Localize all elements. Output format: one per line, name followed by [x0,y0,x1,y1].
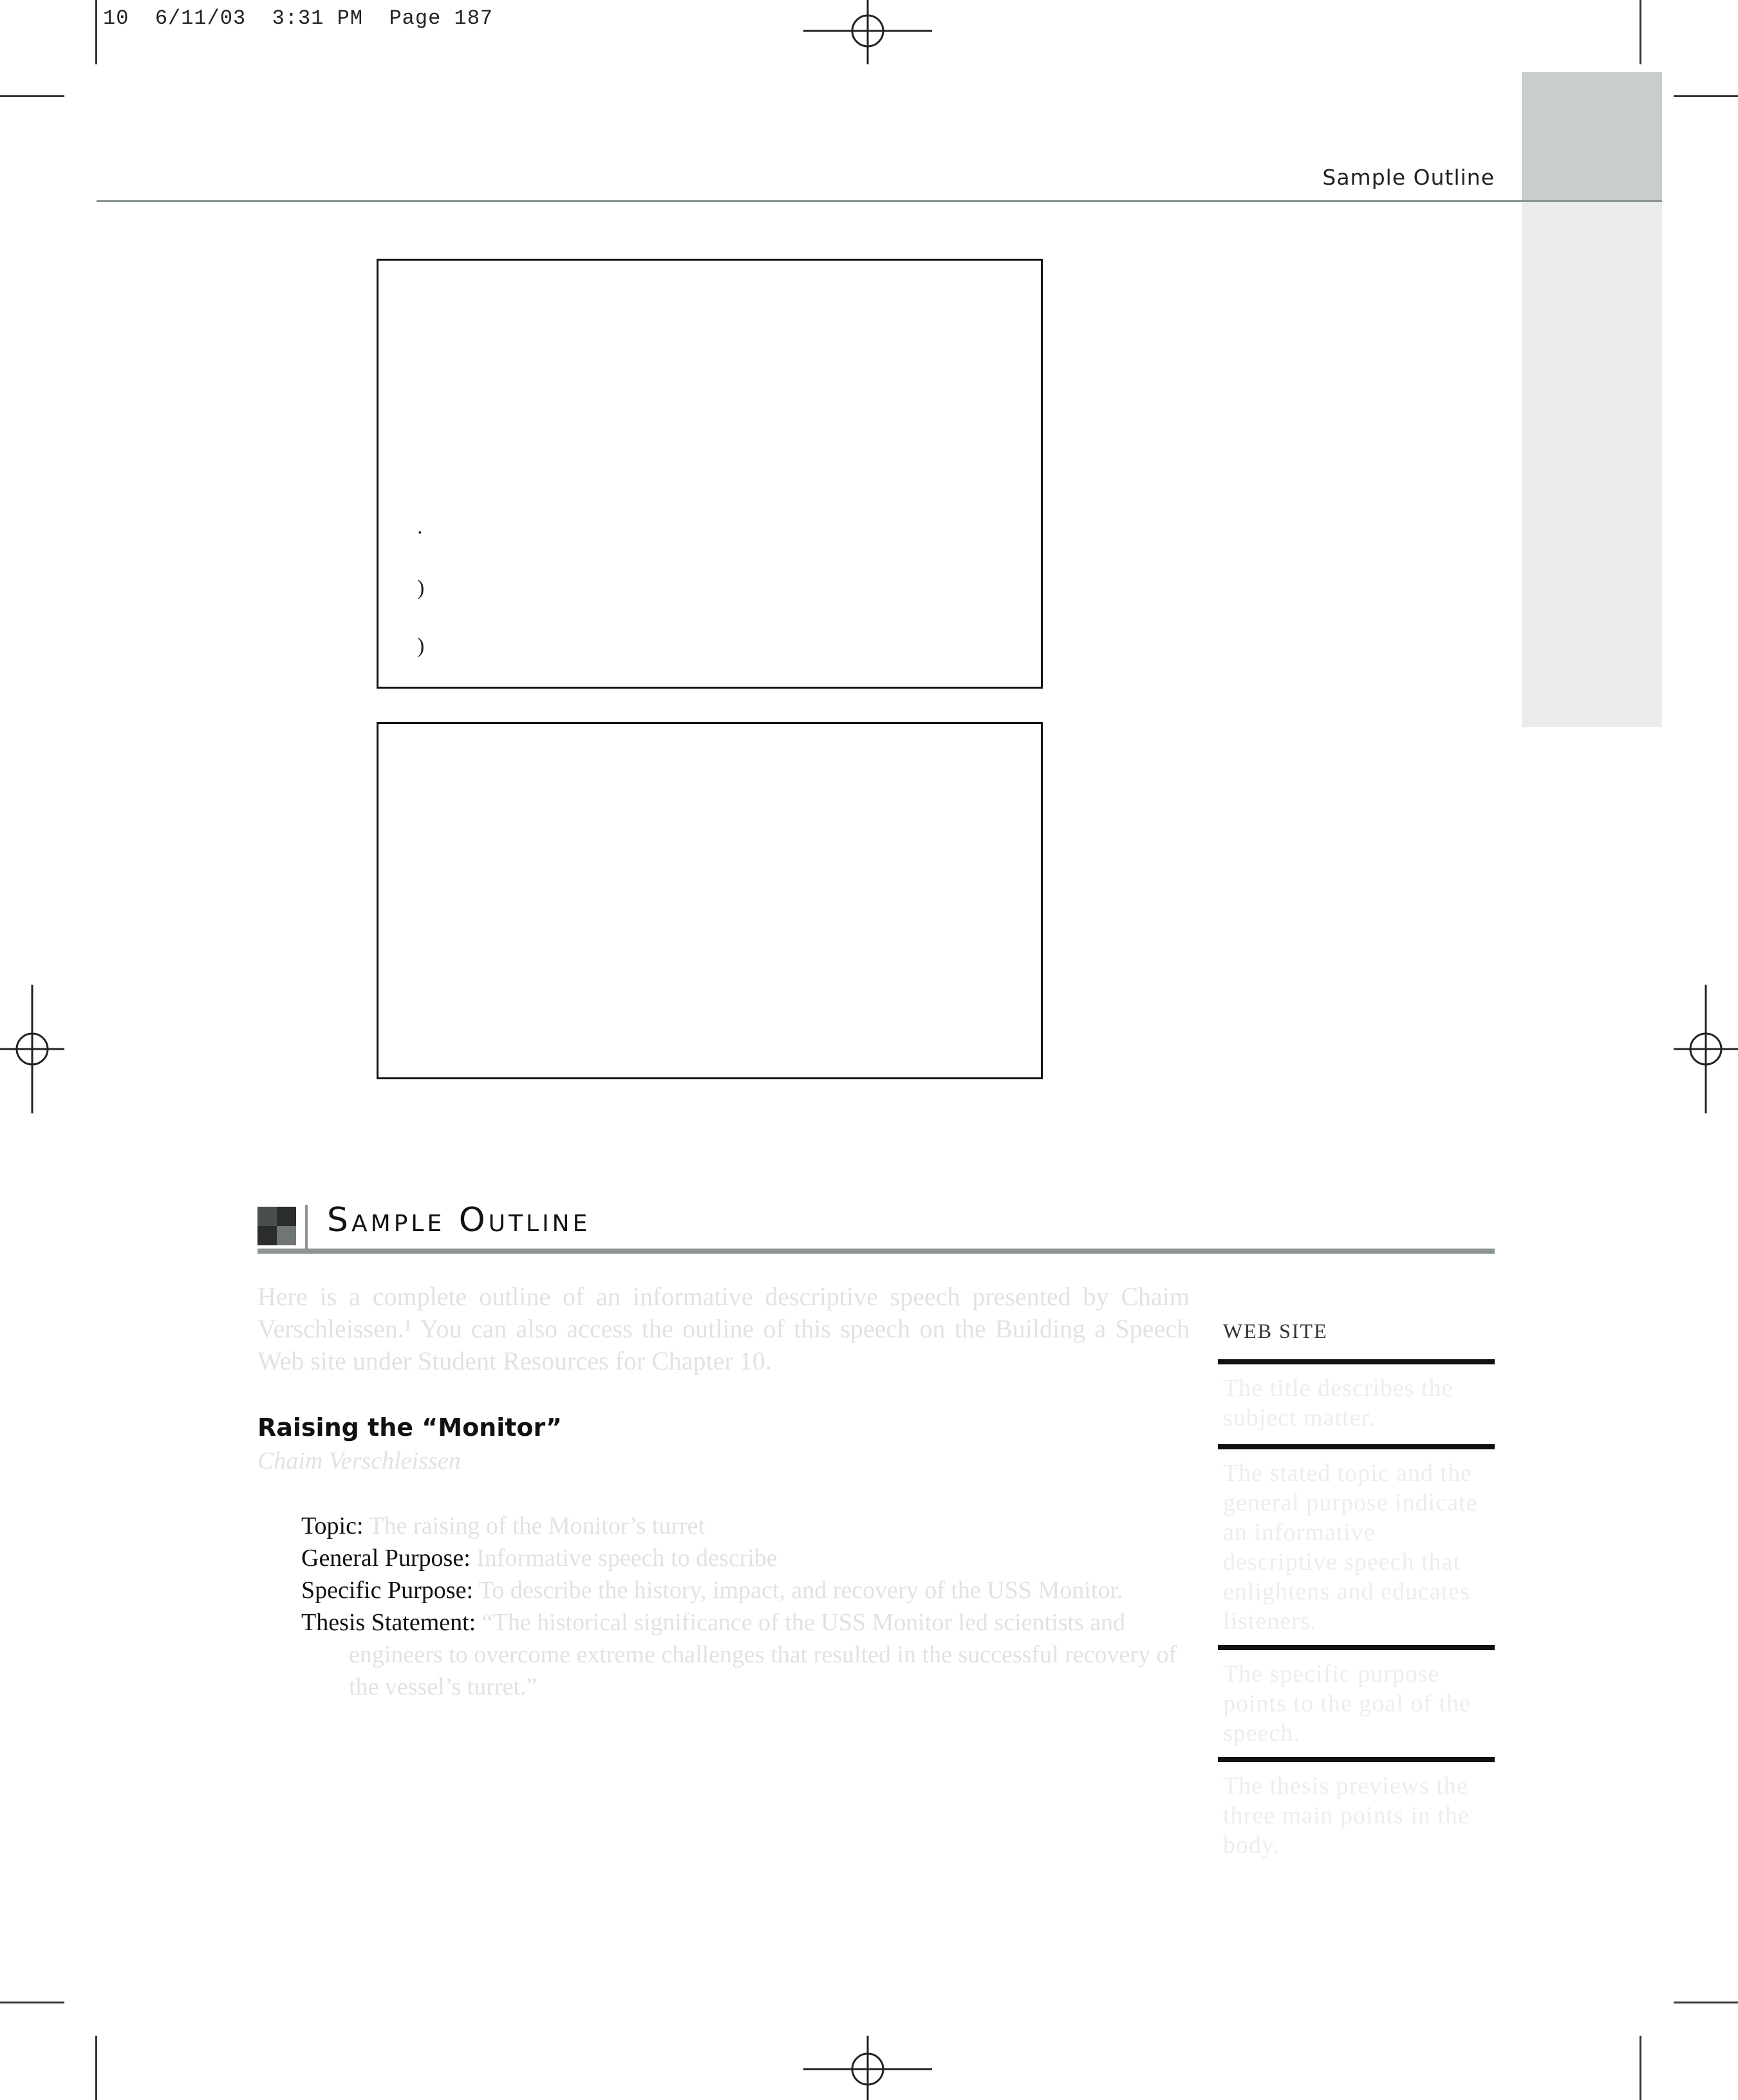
crop-mark [0,95,64,97]
crop-mark [1674,95,1738,97]
speech-author: Chaim Verschleissen [257,1447,461,1474]
meta-topic [301,1510,1190,1542]
registration-mark-top [803,0,932,64]
section-rule [257,1249,1495,1254]
registration-mark-left [0,985,64,1113]
meta-label: Thesis Statement: [301,1609,476,1636]
margin-note: The stated topic and the general purpose indicate an informative descriptive speech that enlightens and educates listeners. [1223,1460,1478,1635]
meta-value: The raising of the Monitor’s turret [369,1512,705,1539]
box-mark: ) [417,576,425,600]
meta-general-purpose [301,1542,1190,1574]
note-rule [1218,1757,1495,1762]
crop-mark [1640,0,1641,64]
note-rule [1218,1645,1495,1650]
box-mark: ) [417,634,425,658]
registration-mark-bottom [803,2036,932,2100]
meta-label: Topic: [301,1512,364,1539]
outline-meta [301,1510,1190,1703]
section-divider [305,1205,308,1252]
margin-note: The thesis previews the three main points in the body. [1223,1772,1470,1859]
speech-title: Raising the “Monitor” [257,1413,562,1442]
header-rule [97,200,1662,202]
section-title: Sample Outline [327,1201,591,1240]
margin-note: The title describes the subject matter. [1223,1375,1453,1431]
meta-value: Informative speech to describe [476,1545,778,1572]
running-head: Sample Outline [1322,165,1495,190]
side-tab [1522,72,1662,201]
meta-label: General Purpose: [301,1545,471,1572]
crop-mark [95,0,97,64]
crop-mark [0,2002,64,2003]
sidebar-label: WEB SITE [1223,1319,1328,1343]
crop-mark [1674,2002,1738,2003]
meta-value: To describe the history, impact, and recovery of the USS Monitor. [478,1577,1123,1604]
meta-thesis [301,1606,1190,1703]
crop-mark [95,2036,97,2100]
meta-specific-purpose [301,1574,1190,1606]
blank-box-1 [377,259,1043,689]
crop-mark [1640,2036,1641,2100]
note-rule [1218,1444,1495,1449]
note-rule [1218,1359,1495,1364]
blank-box-2 [377,722,1043,1079]
section-icon [257,1207,296,1245]
meta-label: Specific Purpose: [301,1577,474,1604]
meta-value: “The historical significance of the USS Monitor led scientists and engineers to overcome extreme challenges that resulted in the successful recovery of the vessel’s turret.” [349,1609,1177,1700]
intro-paragraph: Here is a complete outline of an informative descriptive speech presented by Chaim Verschleissen.¹ You can also access the outline of this speech on the Building a Speech Web site under Student Resources for Chapter 10. [257,1282,1190,1375]
side-tab-lower [1522,201,1662,727]
margin-note: The specific purpose points to the goal of the speech. [1223,1660,1471,1747]
print-slug: 10 6/11/03 3:31 PM Page 187 [103,6,494,30]
registration-mark-right [1674,985,1738,1113]
box-mark: . [417,515,423,539]
